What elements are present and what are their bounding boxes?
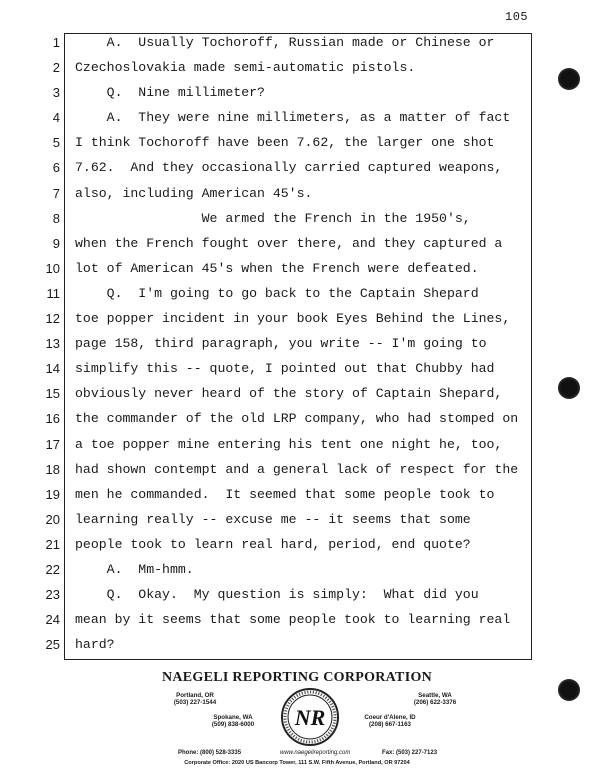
line-number: 24 [45, 612, 60, 628]
transcript-line: Q. Nine millimeter? [75, 85, 265, 101]
line-number: 4 [52, 110, 60, 126]
transcript-line: I think Tochoroff have been 7.62, the larger one shot [75, 135, 495, 151]
transcript-line: people took to learn real hard, period, end quote? [75, 536, 471, 552]
transcript-line: obviously never heard of the story of Captain Shepard, [75, 386, 503, 402]
company-name: NAEGELI REPORTING CORPORATION [161, 670, 433, 685]
transcript-line: mean by it seems that some people took to learning real [75, 612, 511, 628]
line-number: 7 [52, 185, 60, 201]
line-number: 2 [52, 60, 60, 76]
transcript-line: had shown contempt and a general lack of respect for the [75, 461, 519, 477]
line-number: 8 [52, 210, 60, 226]
transcript-line: men he commanded. It seemed that some people took to [75, 486, 495, 502]
transcript-line: simplify this -- quote, I pointed out that Chubby had [75, 361, 495, 377]
transcript-line: learning really -- excuse me -- it seems that some [75, 511, 471, 527]
line-number: 25 [45, 637, 60, 653]
line-number: 13 [45, 336, 60, 352]
transcript-line: Q. Okay. My question is simply: What did you [75, 587, 479, 603]
line-number: 15 [45, 386, 60, 402]
line-number: 10 [45, 260, 60, 276]
line-number: 12 [45, 311, 60, 327]
transcript-line: A. Usually Tochoroff, Russian made or Chinese or [75, 35, 495, 50]
line-number: 23 [45, 587, 60, 603]
transcript-line: toe popper incident in your book Eyes Behind the Lines, [75, 311, 511, 327]
transcript-text [75, 33, 525, 660]
transcript-line: We armed the French in the 1950's, [75, 210, 471, 226]
office-spokane: Spokane, WA (509) 838-6000 [211, 714, 255, 728]
page-number: 105 [505, 10, 529, 24]
line-number: 16 [45, 411, 60, 427]
transcript-line: A. Mm-hmm. [75, 561, 194, 577]
office-coeur-dalene: Coeur d'Alene, ID (208) 667-1163 [364, 714, 416, 728]
corporate-office-address: Corporate Office: 2020 US Bancorp Tower, 111 S.W. Fifth Avenue, Portland, OR 97204 [184, 760, 410, 766]
fax-number: Fax: (503) 227-7123 [382, 750, 438, 756]
binder-hole [558, 377, 580, 399]
transcript-line: page 158, third paragraph, you write -- I'm going to [75, 336, 487, 352]
transcript-line: when the French fought over there, and they captured a [75, 235, 503, 251]
line-number: 17 [45, 436, 60, 452]
svg-text:NR: NR [294, 705, 326, 730]
phone-number: Phone: (800) 528-3335 [178, 750, 242, 756]
line-number: 20 [45, 511, 60, 527]
line-number: 1 [52, 35, 60, 50]
transcript-line: 7.62. And they occasionally carried captured weapons, [75, 160, 503, 176]
transcript-line: also, including American 45's. [75, 185, 313, 201]
transcript-line: Q. I'm going to go back to the Captain Shepard [75, 285, 479, 301]
binder-hole [558, 68, 580, 90]
office-seattle: Seattle, WA (206) 622-3376 [413, 692, 457, 706]
transcript-line: A. They were nine millimeters, as a matter of fact [75, 110, 511, 126]
transcript-line: a toe popper mine entering his tent one night he, too, [75, 436, 503, 452]
line-number: 5 [52, 135, 60, 151]
company-seal-logo [280, 687, 340, 747]
line-number: 11 [46, 285, 60, 301]
line-number: 19 [45, 486, 60, 502]
line-number: 22 [45, 561, 60, 577]
line-number: 9 [52, 235, 60, 251]
line-number-column [36, 33, 60, 660]
line-number: 14 [45, 361, 60, 377]
website-link: www.naegelireporting.com [280, 750, 351, 756]
line-number: 3 [52, 85, 60, 101]
line-number: 6 [52, 160, 60, 176]
office-portland: Portland, OR (503) 227-1544 [173, 692, 217, 706]
transcript-line: the commander of the old LRP company, who had stomped on [75, 411, 519, 427]
transcript-line: Czechoslovakia made semi-automatic pistols. [75, 60, 416, 76]
transcript-line: lot of American 45's when the French were defeated. [75, 260, 479, 276]
line-number: 21 [45, 536, 60, 552]
line-number: 18 [45, 461, 60, 477]
transcript-line: hard? [75, 637, 115, 653]
